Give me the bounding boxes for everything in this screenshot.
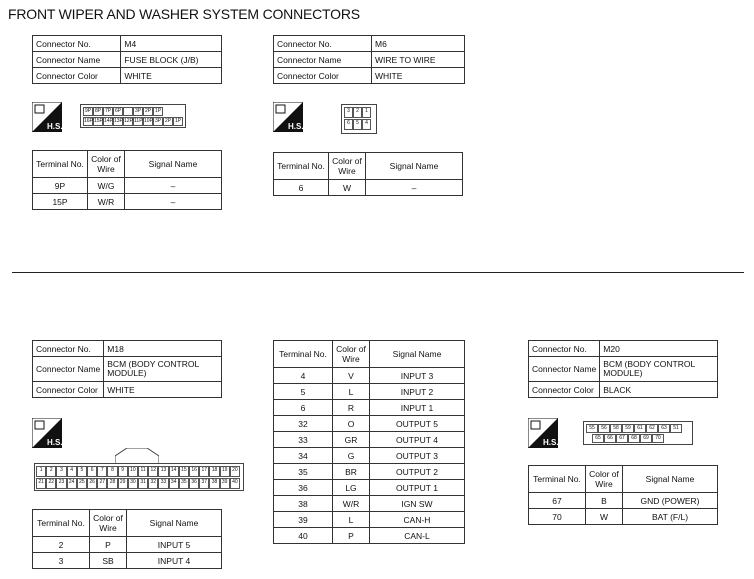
table-cell: R	[333, 400, 370, 416]
value-connector-color: WHITE	[104, 382, 222, 398]
table-cell: V	[333, 368, 370, 384]
connector-pin: 56	[598, 424, 610, 433]
header-terminal-no: Terminal No.	[33, 151, 88, 178]
connector-pin: 2P	[164, 118, 172, 124]
label-connector-name: Connector Name	[33, 357, 104, 382]
connector-pin: 5	[77, 466, 87, 477]
connector-pin: 20	[230, 466, 240, 477]
table-row	[274, 496, 465, 512]
connector-pin: 3P	[134, 108, 142, 114]
connector-pin: 40	[230, 478, 240, 489]
connector-pin: 1	[362, 107, 371, 118]
connector-pin: 3	[344, 107, 353, 118]
section-divider	[12, 272, 744, 273]
connector-pin: 67	[616, 434, 628, 443]
value-connector-color: WHITE	[121, 68, 222, 84]
table-cell: 38	[274, 496, 333, 512]
header-color-of-wire: Color of Wire	[88, 151, 125, 178]
connector-pin: 6P	[114, 108, 122, 114]
connector-pin: 63	[658, 424, 670, 433]
table-cell: INPUT 1	[370, 400, 465, 416]
label-connector-color: Connector Color	[33, 382, 104, 398]
connector-pin: 62	[646, 424, 658, 433]
terminal-table-m18-b	[273, 340, 465, 544]
value-connector-name: BCM (BODY CONTROL MODULE)	[600, 357, 718, 382]
table-cell: BR	[333, 464, 370, 480]
connector-pin: 2	[46, 466, 56, 477]
value-connector-name: BCM (BODY CONTROL MODULE)	[104, 357, 222, 382]
header-terminal-no: Terminal No.	[33, 510, 90, 537]
connector-pin: 32	[148, 478, 158, 489]
header-color-of-wire: Color of Wire	[329, 153, 366, 180]
table-row	[274, 416, 465, 432]
header-signal-name: Signal Name	[125, 151, 222, 178]
connector-pin: 23	[56, 478, 66, 489]
table-row	[274, 528, 465, 544]
label-connector-no: Connector No.	[274, 36, 372, 52]
table-cell: 36	[274, 480, 333, 496]
connector-pin: 15P	[94, 118, 103, 124]
connector-face-m20	[583, 421, 693, 445]
connector-pin: 10	[128, 466, 138, 477]
connector-pin: 4	[362, 119, 371, 130]
connector-pin: 70	[652, 434, 664, 443]
table-cell: OUTPUT 3	[370, 448, 465, 464]
table-row: 9P W/G –	[33, 178, 222, 194]
page-title: FRONT WIPER AND WASHER SYSTEM CONNECTORS	[8, 6, 360, 22]
table-row	[274, 432, 465, 448]
header-signal-name: Signal Name	[366, 153, 463, 180]
table-cell: W/R	[333, 496, 370, 512]
table-cell: OUTPUT 2	[370, 464, 465, 480]
connector-key-tab	[115, 448, 159, 464]
svg-text:H.S.: H.S.	[288, 122, 303, 131]
connector-pin: 1	[36, 466, 46, 477]
connector-pin: 9P	[84, 108, 92, 114]
label-connector-no: Connector No.	[33, 36, 121, 52]
connector-pin: 28	[107, 478, 117, 489]
connector-pin: 31	[138, 478, 148, 489]
header-color-of-wire: Color of Wire	[333, 341, 370, 368]
terminal-table-m4	[32, 150, 222, 210]
table-cell: O	[333, 416, 370, 432]
connector-pin: 11	[138, 466, 148, 477]
connector-pin: 3	[56, 466, 66, 477]
connector-pin: 10P	[144, 118, 153, 124]
connector-pin: 66	[604, 434, 616, 443]
hs-icon	[32, 418, 62, 453]
connector-pin: 55	[586, 424, 598, 433]
table-cell: INPUT 2	[370, 384, 465, 400]
header-terminal-no: Terminal No.	[274, 153, 329, 180]
value-connector-no: M20	[600, 341, 718, 357]
connector-pin: 14P	[104, 118, 113, 124]
connector-pin: 19	[220, 466, 230, 477]
table-cell: INPUT 3	[370, 368, 465, 384]
connector-pin: 37	[199, 478, 209, 489]
connector-pin: 35	[179, 478, 189, 489]
connector-pin: 7P	[104, 108, 112, 114]
table-cell: IGN SW	[370, 496, 465, 512]
label-connector-no: Connector No.	[529, 341, 600, 357]
svg-text:H.S.: H.S.	[47, 122, 62, 131]
connector-pin: 22	[46, 478, 56, 489]
value-connector-name: WIRE TO WIRE	[372, 52, 465, 68]
table-cell: 33	[274, 432, 333, 448]
header-color-of-wire: Color of Wire	[586, 466, 623, 493]
connector-pin: 12P	[124, 118, 133, 124]
table-cell: 35	[274, 464, 333, 480]
connector-pin: 1P	[154, 108, 162, 114]
connector-pin: 68	[628, 434, 640, 443]
table-cell: 6	[274, 400, 333, 416]
table-row	[274, 384, 465, 400]
connector-pin: 36	[189, 478, 199, 489]
table-row	[274, 464, 465, 480]
svg-text:H.S.: H.S.	[47, 438, 62, 447]
connector-pin: 9	[118, 466, 128, 477]
connector-pin: 61	[634, 424, 646, 433]
value-connector-no: M4	[121, 36, 222, 52]
header-terminal-no: Terminal No.	[274, 341, 333, 368]
table-row: 70 W BAT (F/L)	[529, 509, 718, 525]
terminal-table-m20	[528, 465, 718, 525]
table-cell: CAN-H	[370, 512, 465, 528]
value-connector-name: FUSE BLOCK (J/B)	[121, 52, 222, 68]
label-connector-no: Connector No.	[33, 341, 104, 357]
label-connector-name: Connector Name	[529, 357, 600, 382]
hs-icon	[528, 418, 558, 453]
table-cell: 4	[274, 368, 333, 384]
label-connector-color: Connector Color	[33, 68, 121, 84]
connector-pin: 27	[97, 478, 107, 489]
hs-icon	[32, 102, 62, 137]
terminal-table-m18-a	[32, 509, 222, 569]
connector-face-m6	[341, 104, 377, 134]
table-cell: 32	[274, 416, 333, 432]
header-signal-name: Signal Name	[127, 510, 222, 537]
table-cell: OUTPUT 4	[370, 432, 465, 448]
header-color-of-wire: Color of Wire	[90, 510, 127, 537]
connector-pin: 24	[67, 478, 77, 489]
table-row	[274, 448, 465, 464]
connector-pin: 7	[97, 466, 107, 477]
table-cell: OUTPUT 1	[370, 480, 465, 496]
value-connector-no: M18	[104, 341, 222, 357]
connector-pin: 13P	[114, 118, 123, 124]
header-signal-name: Signal Name	[623, 466, 718, 493]
table-row	[274, 480, 465, 496]
table-cell: OUTPUT 5	[370, 416, 465, 432]
table-cell: P	[333, 528, 370, 544]
table-cell: CAN-L	[370, 528, 465, 544]
table-row: 67 B GND (POWER)	[529, 493, 718, 509]
connector-pin: 69	[640, 434, 652, 443]
connector-pin: 29	[118, 478, 128, 489]
connector-pin: 5	[353, 119, 362, 130]
connector-pin: 2	[353, 107, 362, 118]
connector-pin: 16	[189, 466, 199, 477]
connector-pin: 6	[344, 119, 353, 130]
connector-pin: 21	[36, 478, 46, 489]
table-row: 15P W/R –	[33, 194, 222, 210]
connector-pin: 38	[209, 478, 219, 489]
connector-pin: 65	[592, 434, 604, 443]
table-cell: 40	[274, 528, 333, 544]
table-cell: 34	[274, 448, 333, 464]
connector-pin	[123, 107, 133, 116]
table-row: 3 SB INPUT 4	[33, 553, 222, 569]
connector-face-m4	[80, 104, 186, 128]
connector-pin: 18	[209, 466, 219, 477]
table-cell: 5	[274, 384, 333, 400]
connector-pin: 17	[199, 466, 209, 477]
connector-pin: 6	[87, 466, 97, 477]
connector-pin: 58	[610, 424, 622, 433]
connector-pin: 2P	[144, 108, 152, 114]
connector-info-m4	[32, 35, 222, 84]
table-row: 6 W –	[274, 180, 463, 196]
table-row	[274, 512, 465, 528]
connector-face-m18	[34, 463, 244, 491]
label-connector-name: Connector Name	[33, 52, 121, 68]
connector-pin: 11P	[134, 118, 143, 124]
connector-pin: 15	[179, 466, 189, 477]
table-cell: 39	[274, 512, 333, 528]
connector-pin: 59	[622, 424, 634, 433]
connector-pin: 33	[158, 478, 168, 489]
connector-pin: 3P	[154, 118, 162, 124]
value-connector-no: M6	[372, 36, 465, 52]
connector-pin: 13	[158, 466, 168, 477]
value-connector-color: BLACK	[600, 382, 718, 398]
header-signal-name: Signal Name	[370, 341, 465, 368]
connector-pin: 39	[220, 478, 230, 489]
label-connector-color: Connector Color	[529, 382, 600, 398]
connector-info-m20	[528, 340, 718, 398]
hs-icon	[273, 102, 303, 137]
connector-pin: 25	[77, 478, 87, 489]
table-row	[274, 368, 465, 384]
connector-info-m18	[32, 340, 222, 398]
table-cell: G	[333, 448, 370, 464]
connector-pin: 12	[148, 466, 158, 477]
table-cell: L	[333, 512, 370, 528]
table-row: 2 P INPUT 5	[33, 537, 222, 553]
connector-pin: 4	[67, 466, 77, 477]
connector-pin: 8	[107, 466, 117, 477]
connector-pin: 16P	[84, 118, 93, 124]
label-connector-name: Connector Name	[274, 52, 372, 68]
connector-pin: 1P	[174, 118, 182, 124]
table-cell: LG	[333, 480, 370, 496]
terminal-table-m6	[273, 152, 463, 196]
table-cell: L	[333, 384, 370, 400]
svg-text:H.S.: H.S.	[543, 438, 558, 447]
connector-pin: 51	[670, 424, 682, 433]
table-cell: GR	[333, 432, 370, 448]
connector-pin: 8P	[94, 108, 102, 114]
value-connector-color: WHITE	[372, 68, 465, 84]
connector-pin: 34	[169, 478, 179, 489]
label-connector-color: Connector Color	[274, 68, 372, 84]
connector-pin: 14	[169, 466, 179, 477]
connector-pin: 30	[128, 478, 138, 489]
connector-info-m6	[273, 35, 465, 84]
connector-pin: 26	[87, 478, 97, 489]
header-terminal-no: Terminal No.	[529, 466, 586, 493]
table-row	[274, 400, 465, 416]
